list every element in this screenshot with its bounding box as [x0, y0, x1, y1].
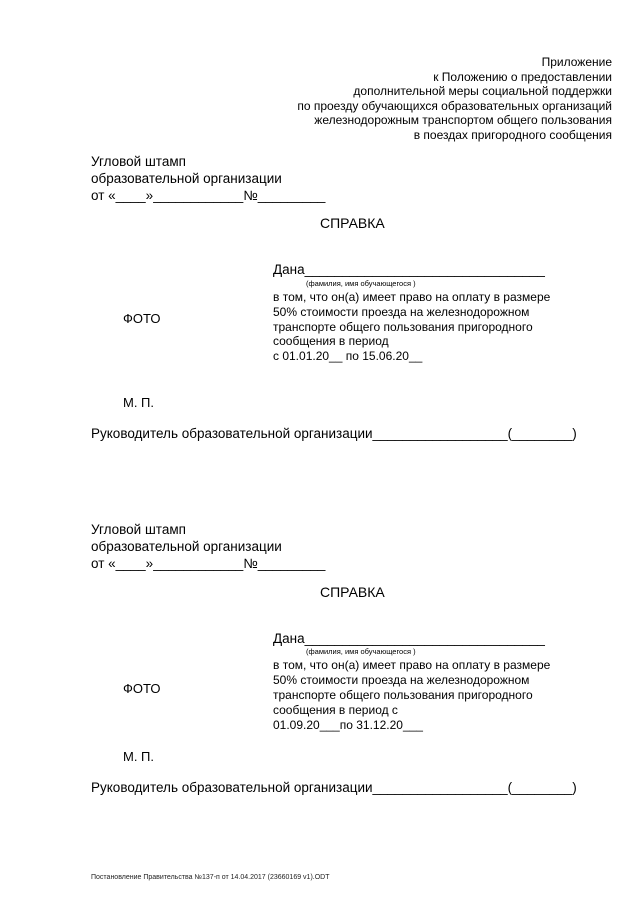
given-to-field: Дана________________________________ [273, 631, 545, 646]
certificate-text-line: сообщения в период с [273, 703, 398, 717]
director-signature-line: Руководитель образовательной организации__________________(________) [91, 780, 577, 795]
given-to-hint: (фамилия, имя обучающегося ) [306, 279, 416, 288]
certificate-text-line: 50% стоимости проезда на железнодорожном [273, 305, 530, 319]
certificate-text-line: в том, что он(а) имеет право на оплату в размере [273, 290, 551, 304]
certificate-title: СПРАВКА [320, 215, 385, 231]
photo-placeholder: ФОТО [123, 311, 161, 326]
certificate-text-line: в том, что он(а) имеет право на оплату в размере [273, 658, 551, 672]
appendix-line: к Положению о предоставлении [433, 69, 612, 84]
stamp-label: Угловой штамп [91, 154, 186, 169]
document-footer: Постановление Правительства №137-п от 14.04.2017 (23660169 v1).ODT [91, 874, 330, 881]
certificate-text-line: 50% стоимости проезда на железнодорожном [273, 673, 530, 687]
stamp-organization: образовательной организации [91, 171, 282, 186]
given-to-hint: (фамилия, имя обучающегося ) [306, 647, 416, 656]
appendix-line: в поездах пригородного сообщения [413, 127, 612, 142]
appendix-header [297, 55, 612, 142]
certificate-text-line: транспорте общего пользования пригородного [273, 688, 533, 702]
stamp-date-number: от «____»____________№_________ [91, 556, 326, 571]
certificate-text-line: сообщения в период [273, 334, 389, 348]
appendix-line: железнодорожным транспортом общего пользования [314, 113, 612, 127]
appendix-line: дополнительной меры социальной поддержки [353, 84, 612, 98]
stamp-date-number: от «____»____________№_________ [91, 188, 326, 203]
stamp-organization: образовательной организации [91, 539, 282, 554]
stamp-label: Угловой штамп [91, 522, 186, 537]
seal-placeholder: М. П. [123, 395, 155, 410]
appendix-line: Приложение [541, 55, 612, 69]
certificate-period: 01.09.20___по 31.12.20___ [273, 718, 423, 732]
certificate-period: с 01.01.20__ по 15.06.20__ [273, 349, 423, 363]
photo-placeholder: ФОТО [123, 681, 161, 696]
director-signature-line: Руководитель образовательной организации__________________(________) [91, 426, 577, 441]
certificate-title: СПРАВКА [320, 584, 385, 600]
given-to-field: Дана________________________________ [273, 262, 545, 277]
certificate-text-line: транспорте общего пользования пригородного [273, 320, 533, 334]
seal-placeholder: М. П. [123, 749, 155, 764]
appendix-line: по проезду обучающихся образовательных организаций [297, 98, 612, 113]
